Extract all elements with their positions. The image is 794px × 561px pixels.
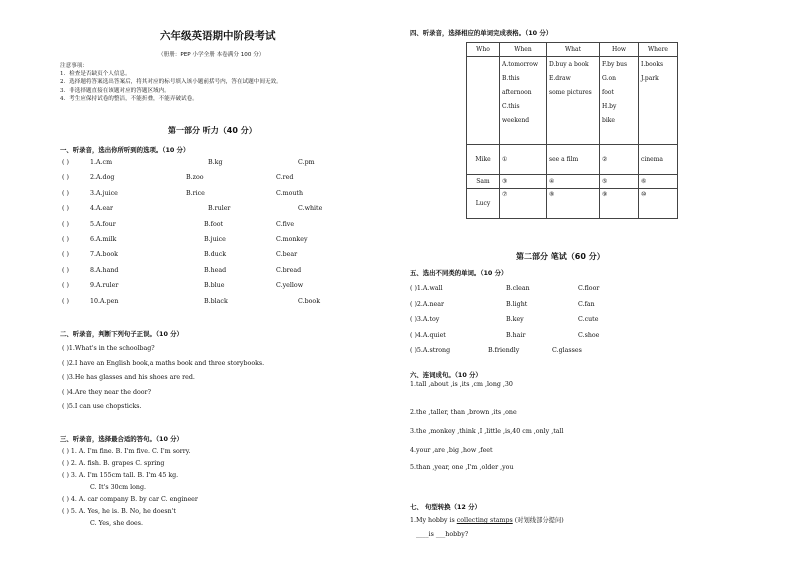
options-how: F.by bus G.on foot H.by bike [600,57,639,145]
option-a: 5.A.four [90,220,116,228]
option-a: ( )2.A.near [410,300,445,308]
option-c: C.cute [578,316,599,324]
options-what: D.buy a book E.draw some pictures [547,57,600,145]
option-c: C.glasses [552,347,582,355]
option-b: B.duck [204,251,227,259]
answer-bracket: ( ) [62,189,69,197]
option-a: 8.A.hand [90,266,119,274]
option-a: 3.A.juice [90,189,118,197]
section-heading: 六、连词成句。（10 分） [410,371,482,379]
answer-bracket: ( ) [62,266,69,274]
table-header: How [600,43,639,57]
option-b: B.black [204,297,228,305]
option-c: C.bear [276,251,298,259]
option-c: C. Yes, she does. [90,520,143,527]
table-header: Where [639,43,678,57]
option-a: 6.A.milk [90,236,117,243]
option-c: C.yellow [276,282,304,290]
option-c: C.white [298,205,323,213]
option-a: 1.A.cm [90,159,113,166]
note-item: 3．非选择题直接在该题对应的答题区域内。 [60,87,170,94]
list-item: 2.the ,taller, than ,brown ,its ,one [410,409,517,416]
list-item: 3.the ,monkey ,think ,I ,little ,is,40 cm ,only ,tall [410,428,564,435]
question-text: ( ) 2. A. fish. B. grapes C. spring [62,460,165,467]
option-c: C.bread [276,266,302,274]
subtitle: （册册：PEP 小学全册 本卷满分 100 分） [158,52,265,58]
table-row: Sam ③ ④ ⑤ ⑥ [467,175,678,189]
table-header: When [500,43,547,57]
question-text: ( ) 3. A. I'm 155cm tall. B. I'm 45 kg. [62,472,179,479]
answer-bracket: ( ) [62,205,69,213]
option-b: B.head [204,266,227,274]
option-b: B.key [506,316,524,324]
list-item: 5.than ,year, one ,I'm ,older ,you [410,464,514,471]
option-a: ( )1.A.wall [410,285,443,292]
list-item: ____is ___hobby? [416,531,469,538]
option-a: ( )3.A.toy [410,316,440,324]
section-heading: 七、 句型转换（12 分） [410,503,481,511]
options-when: A.tomorrow B.this afternoon C.this weekend [500,57,547,145]
option-b: B.blue [204,282,225,290]
note-item: 1．检查是否缺页个人信息。 [60,71,131,78]
table-header: Who [467,43,500,57]
section-heading: 五、选出不同类的单词。（10 分） [410,269,508,277]
option-c: C.five [276,220,295,228]
option-b: B.foot [204,220,224,228]
part-one-heading: 第一部分 听力（40 分） [168,126,257,135]
list-item: 1.My hobby is collecting stamps (对划线部分提问) [410,517,564,524]
note-item: 2．选择题将答案选出答案后，将其对应的标号填入该小题前括号内，答在试题中间无效。 [60,79,282,86]
question-text: ( )5.I can use chopsticks. [62,403,142,410]
question-text: ( ) 4. A. car company B. by car C. engineer [62,496,198,503]
option-c: C. It's 30cm long. [90,484,146,491]
option-b: B.zoo [186,174,204,182]
table-row: Mike ① see a film ② cinema [467,145,678,175]
note-item: 4．考生应保持试卷的整洁，不能折叠，不能弄破试卷。 [60,95,198,102]
answer-bracket: ( ) [62,297,69,305]
option-b: B.kg [208,159,223,166]
notes-heading: 注意事项： [60,63,88,69]
option-c: C.mouth [276,189,303,197]
option-c: C.pm [298,159,315,166]
part-two-heading: 第二部分 笔试（60 分） [516,252,605,261]
question-text: ( ) 1. A. I'm fine. B. I'm five. C. I'm sorry. [62,448,191,455]
option-a: ( )5.A.strong [410,347,451,355]
table-row: Lucy ⑦ ⑧ ⑨ ⑩ [467,189,678,219]
list-item: 4.your ,are ,big ,how ,feet [410,447,493,454]
option-a: 4.A.ear [90,205,114,213]
table-header: What [547,43,600,57]
option-c: C.shoe [578,331,600,339]
option-b: B.hair [506,331,526,339]
options-where: I.books J.park [639,57,678,145]
option-b: B.juice [204,236,226,243]
option-b: B.ruler [208,205,231,213]
option-c: C.fan [578,300,595,308]
option-b: B.friendly [488,347,520,355]
answer-bracket: ( ) [62,220,69,228]
answer-bracket: ( ) [62,251,69,259]
option-a: 2.A.dog [90,174,115,182]
option-c: C.monkey [276,236,308,243]
page-title: 六年级英语期中阶段考试 [160,30,276,42]
question-text: ( ) 5. A. Yes, he is. B. No, he doesn't [62,508,176,515]
question-text: ( )1.What's in the schoolbag? [62,345,155,352]
section-heading: 二、听录音，判断下列句子正误。（10 分） [60,330,183,338]
section-heading: 三、听录音，选择最合适的答句。（10 分） [60,435,183,443]
question-text: ( )2.I have an English book,a maths book and three storybooks. [62,359,265,367]
answer-bracket: ( ) [62,282,69,290]
option-a: 10.A.pen [90,297,119,305]
option-b: B.rice [186,189,205,197]
answer-bracket: ( ) [62,174,69,182]
answer-bracket: ( ) [62,236,69,243]
section-heading: 一、听录音，选出你所听到的选项。（10 分） [60,146,190,154]
list-item: 1.tall ,about ,is ,its ,cm ,long ,30 [410,381,513,388]
option-c: C.book [298,297,321,305]
option-b: B.clean [506,285,530,292]
option-c: C.red [276,174,294,182]
option-a: ( )4.A.quiet [410,331,446,339]
option-a: 9.A.ruler [90,282,119,290]
option-c: C.floor [578,285,600,292]
question-text: ( )3.He has glasses and his shoes are red. [62,374,195,381]
question-text: ( )4.Are they near the door? [62,388,151,396]
answer-bracket: ( ) [62,159,69,166]
listening-table [466,42,678,219]
option-b: B.light [506,300,528,308]
section-heading: 四、听录音，选择相应的单词完成表格。（10 分） [410,29,553,37]
notes-block [60,62,282,103]
option-a: 7.A.book [90,251,118,259]
